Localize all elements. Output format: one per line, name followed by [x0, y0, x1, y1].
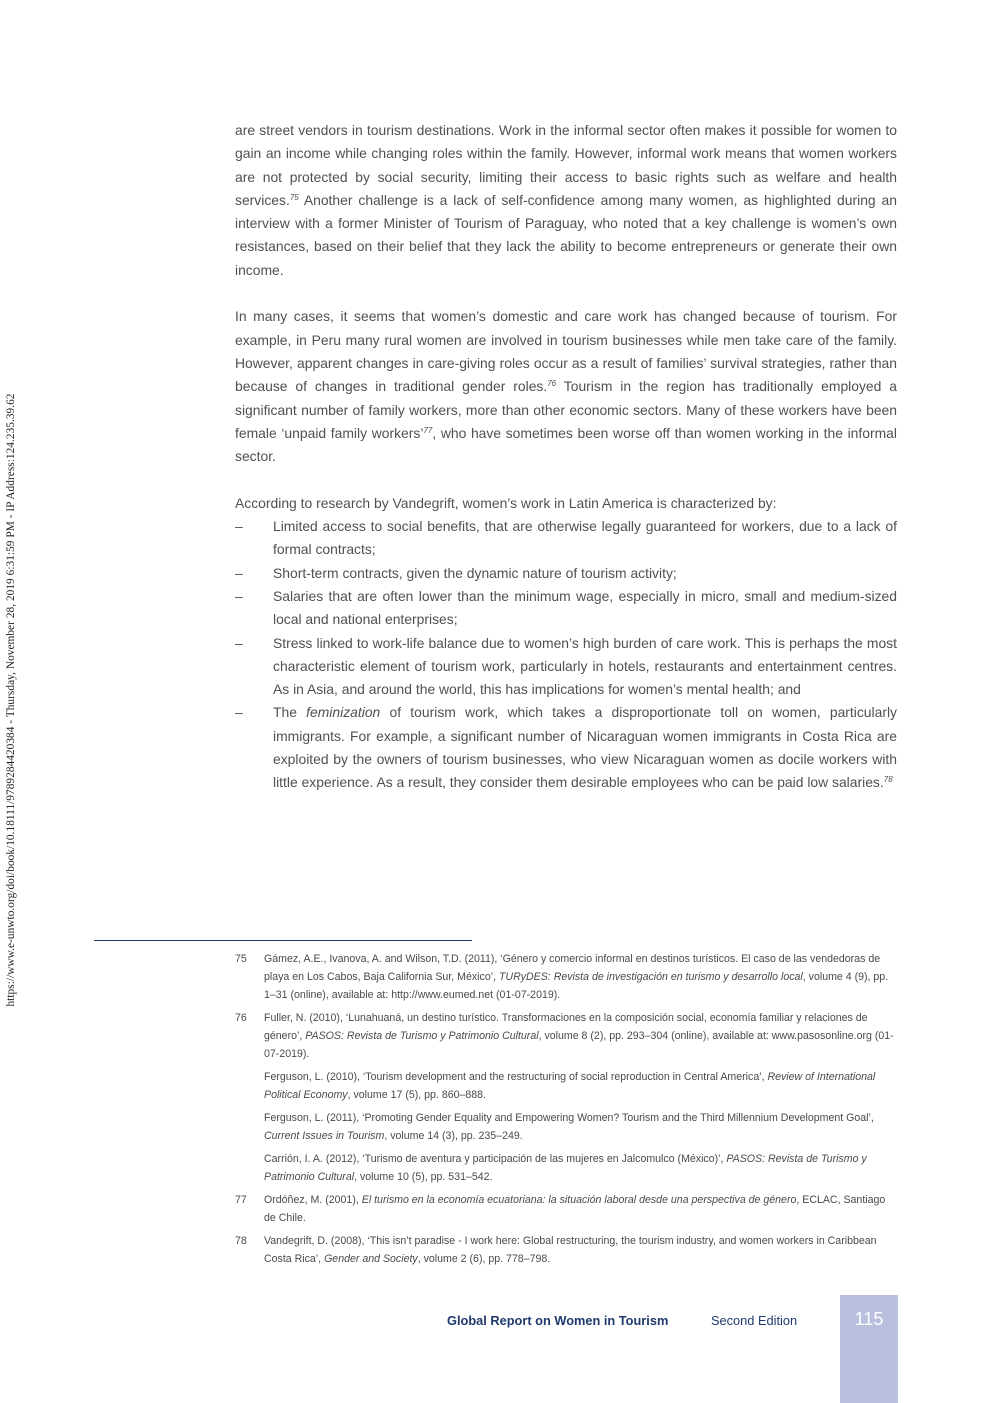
bullet-list — [235, 515, 897, 795]
footnote-76-ref-4: Carrión, I. A. (2012), ‘Turismo de aventura y participación de las mujeres en Jalcomulco (México)’, PASOS: Revista de Turismo y Patrimonio Cultural, volume 10 (5), pp. 531–542. — [264, 1153, 867, 1183]
footnote-76: 76 Fuller, N. (2010), ‘Lunahuaná, un destino turístico. Transformaciones en la composición social, economía familiar y relaciones de género’, PASOS: Revista de Turismo y Patrimonio Cultural, volume 8 (2), pp. 293–304 (online), available at: www.pasosonline.org (01-07-2019). — [235, 1009, 897, 1063]
footnote-77: 77 Ordóñez, M. (2001), El turismo en la economía ecuatoriana: la situación laboral desde una perspectiva de género, ECLAC, Santiago de Chile. — [235, 1191, 897, 1227]
paragraph-2: In many cases, it seems that women’s domestic and care work has changed because of tourism. For example, in Peru many rural women are involved in tourism businesses while men take care of the family. However, apparent changes in care-giving roles occur as a result of families’ survival strategies, rather than because of changes in traditional gender roles.$^{76}$ Tourism in the region has traditionally employed a significant number of family workers, more than other economic sectors. Many of these workers have been female ‘unpaid family workers’$^{77}$, who have sometimes been worse off than women working in the informal sector. — [235, 308, 897, 465]
footnotes-section — [235, 950, 897, 1273]
main-body — [235, 119, 897, 795]
dash-marker: – — [235, 634, 243, 651]
list-item: – Short-term contracts, given the dynamic nature of tourism activity; — [235, 562, 897, 585]
page-number-tab — [840, 1295, 898, 1403]
footnote-ref-76[interactable]: 76 — [547, 379, 557, 389]
dash-marker: – — [235, 587, 243, 604]
footnote-number: 77 — [235, 1194, 247, 1206]
dash-marker: – — [235, 564, 243, 581]
footnote-number: 76 — [235, 1012, 247, 1024]
list-item: – Limited access to social benefits, that are otherwise legally guaranteed for workers, due to a lack of formal contracts; — [235, 515, 897, 562]
footnote-number: 75 — [235, 953, 247, 965]
page-number: 115 — [854, 1309, 884, 1329]
side-url-text: https://www.e-unwto.org/doi/book/10.18111/9789284420384 - Thursday, November 28, 2019 6:31:59 PM - IP Address:124.235.39.62 — [5, 393, 17, 1007]
footnote-76-ref-2: Ferguson, L. (2010), ‘Tourism development and the restructuring of social reproduction in Central America’, Review of International Political Economy, volume 17 (5), pp. 860–888. — [264, 1071, 876, 1101]
footnote-ref-75[interactable]: 75 — [289, 192, 299, 202]
side-download-stamp — [0, 0, 22, 1403]
list-item: – Salaries that are often lower than the minimum wage, especially in micro, small and medium-sized local and national enterprises; — [235, 585, 897, 632]
footnote-75: 75 Gámez, A.E., Ivanova, A. and Wilson, T.D. (2011), ‘Género y comercio informal en destinos turísticos. El caso de las vendedoras de playa en Los Cabos, Baja California Sur, México’, TURyDES: Revista de investigación en turismo y desarrollo local, volume 4 (9), pp. 1–31 (online), available at: http://www.eumed.net (01-07-2019). — [235, 950, 897, 1004]
emphasis-feminization: feminization — [306, 704, 381, 721]
footnote-divider — [94, 940, 472, 941]
footer-edition: Second Edition — [711, 1313, 798, 1328]
dash-marker: – — [235, 518, 243, 535]
paragraph-1: are street vendors in tourism destinations. Work in the informal sector often makes it possible for women to gain an income while changing roles within the family. However, informal work means that women workers are not protected by social security, limiting their access to basic rights such as welfare and health services.$^{75}$ Another challenge is a lack of self-confidence among many women, as highlighted during an interview with a former Minister of Tourism of Paraguay, who noted that a key challenge is women’s own resistances, based on their belief that they lack the ability to become entrepreneurs or generate their own income. — [235, 122, 897, 278]
footer-report-title: Global Report on Women in Tourism — [447, 1313, 669, 1328]
footnote-ref-77[interactable]: 77 — [423, 425, 433, 435]
list-item: – The feminization of tourism work, which takes a disproportionate toll on women, particularly immigrants. For example, a significant number of Nicaraguan women immigrants in Costa Rica are exploited by the owners of tourism businesses, who view Nicaraguan women as docile workers with little experience. As a result, they consider them desirable employees who can be paid low salaries.$^{78}$ — [235, 701, 897, 794]
footnote-78: 78 Vandegrift, D. (2008), ‘This isn’t paradise - I work here: Global restructuring, the tourism industry, and women workers in Caribbean Costa Rica’, Gender and Society, volume 2 (6), pp. 778–798. — [235, 1232, 897, 1268]
footnote-ref-78[interactable]: 78 — [883, 775, 893, 785]
paragraph-3-intro: According to research by Vandegrift, women’s work in Latin America is characterized by: — [235, 494, 777, 511]
footnote-76-ref-3: Ferguson, L. (2011), ‘Promoting Gender Equality and Empowering Women? Tourism and the Third Millennium Development Goal’, Current Issues in Tourism, volume 14 (3), pp. 235–249. — [264, 1112, 874, 1142]
dash-marker: – — [235, 704, 243, 721]
list-item: – Stress linked to work-life balance due to women’s high burden of care work. This is perhaps the most characteristic element of tourism work, particularly in hotels, restaurants and entertainment centres. As in Asia, and around the world, this has implications for women’s mental health; and — [235, 632, 897, 702]
footnote-number: 78 — [235, 1235, 247, 1247]
